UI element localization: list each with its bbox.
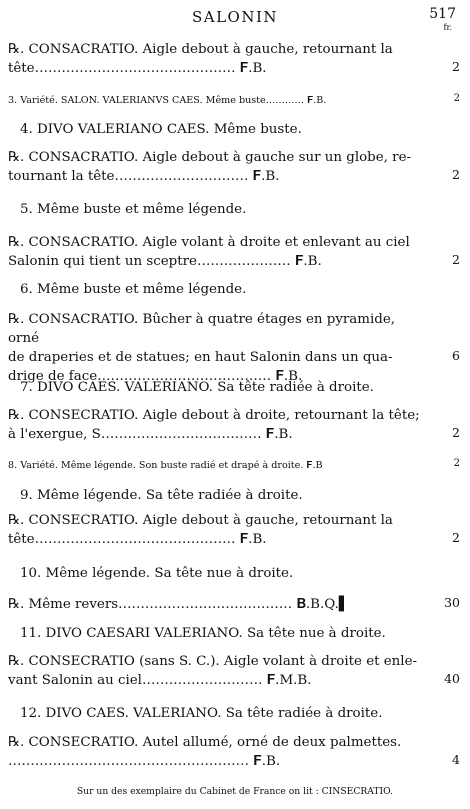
- coin-entry: [8, 652, 462, 690]
- entry-line: tête……………………………………… 𝐅.B.: [8, 61, 267, 76]
- price-value: 2: [452, 425, 460, 440]
- entry-line: 4. DIVO VALERIANO CAES. Même buste.: [20, 122, 302, 137]
- entry-line: ℞. CONSECRATIO. Aigle debout à gauche, retournant la: [8, 513, 393, 528]
- price-value: 2: [452, 530, 460, 545]
- coin-heading: [8, 486, 462, 505]
- entry-line: tête……………………………………… 𝐅.B.: [8, 532, 267, 547]
- coin-entry: [8, 233, 462, 271]
- entry-line: 10. Même légende. Sa tête nue à droite.: [20, 566, 294, 581]
- price-value: 2: [453, 458, 460, 469]
- price-value: 2: [452, 59, 460, 74]
- coin-entry: [8, 511, 462, 549]
- price-value: 4: [452, 752, 460, 767]
- entry-line: 12. DIVO CAES. VALERIANO. Sa tête radiée à droite.: [20, 706, 383, 721]
- coin-heading: [8, 378, 462, 397]
- entry-line: ℞. CONSACRATIO. Bûcher à quatre étages en pyramide, orné: [8, 312, 396, 346]
- coin-heading: [8, 200, 462, 219]
- coin-entry: [8, 93, 462, 109]
- entry-line: ℞. CONSACRATIO. Aigle debout à gauche sur un globe, re-: [8, 150, 412, 165]
- entry-line: vant Salonin au ciel……………………… 𝐅.M.B.: [8, 673, 312, 688]
- price-value: 2: [452, 252, 460, 267]
- entry-line: 9. Même légende. Sa tête radiée à droite.: [20, 488, 303, 503]
- coin-heading: [8, 564, 462, 583]
- coin-heading: [8, 704, 462, 723]
- entry-line: ℞. CONSECRATIO (sans S. C.). Aigle volant à droite et enle-: [8, 654, 418, 669]
- coin-entry: [8, 148, 462, 186]
- coin-entry: [8, 595, 462, 614]
- coin-entry: [8, 458, 462, 474]
- coin-heading: [8, 624, 462, 643]
- price-value: 30: [444, 595, 460, 610]
- entry-line: 3. Variété. SALON. VALERIANVS CAES. Même buste………… 𝐅.B.: [8, 95, 327, 106]
- price-value: 2: [452, 167, 460, 182]
- price-value: 6: [452, 348, 460, 363]
- page-number: 517: [429, 6, 456, 22]
- entry-line: 5. Même buste et même légende.: [20, 202, 247, 217]
- coin-heading: [8, 280, 462, 299]
- entry-line: ℞. CONSECRATIO. Autel allumé, orné de deux palmettes.: [8, 735, 402, 750]
- entry-line: 8. Variété. Même légende. Son buste radié et drapé à droite. 𝐅.B: [8, 460, 323, 471]
- price-value: 2: [453, 93, 460, 104]
- entry-line: ……………………………………………… 𝐅.B.: [8, 754, 281, 769]
- page-header: [0, 6, 470, 32]
- coin-entry: [8, 733, 462, 771]
- footnote: Sur un des exemplaire du Cabinet de France on lit : CINSECRATIO.: [76, 786, 394, 797]
- coin-heading: [8, 120, 462, 139]
- entry-line: ℞. CONSACRATIO. Aigle debout à gauche, retournant la: [8, 42, 393, 57]
- entry-line: de draperies et de statues; en haut Salonin dans un qua-: [8, 350, 393, 365]
- coin-entry: [8, 406, 462, 444]
- entry-line: tournant la tête………………………… 𝐅.B.: [8, 169, 280, 184]
- entry-line: 7. DIVO CAES. VALERIANO. Sa tête radiée à droite.: [20, 380, 374, 395]
- coin-entry: [8, 40, 462, 78]
- entry-line: ℞. Même revers………………………………… 𝐁.B.Q.▌: [8, 597, 350, 612]
- coin-entry: [8, 310, 462, 384]
- page-title: SALONIN: [191, 8, 279, 26]
- price-value: 40: [444, 671, 460, 686]
- entry-line: ℞. CONSACRATIO. Aigle volant à droite et enlevant au ciel: [8, 235, 410, 250]
- entry-line: drige de face………………………………… 𝐅.B.: [8, 369, 303, 384]
- currency-unit-label: fr.: [443, 23, 452, 32]
- entry-line: 11. DIVO CAESARI VALERIANO. Sa tête nue à droite.: [20, 626, 386, 641]
- entry-line: Salonin qui tient un sceptre………………… 𝐅.B.: [8, 254, 322, 269]
- entry-line: à l'exergue, S……………………………… 𝐅.B.: [8, 427, 293, 442]
- entry-line: 6. Même buste et même légende.: [20, 282, 247, 297]
- entry-line: ℞. CONSECRATIO. Aigle debout à droite, retournant la tête;: [8, 408, 420, 423]
